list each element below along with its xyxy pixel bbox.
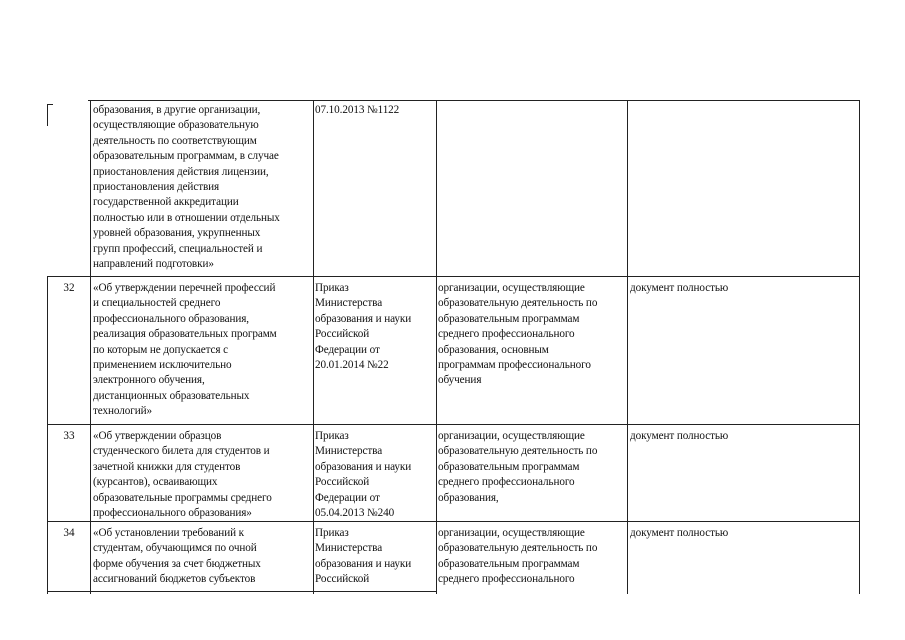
document-title-cell: «Об утверждении образцов студенческого билета для студентов и зачетной книжки для студентов (курсантов), осваивающих образовательные программы среднего профессионального образования» — [93, 430, 272, 520]
row-separator — [47, 276, 860, 277]
table-top-border — [88, 100, 860, 101]
table-bottom-border — [47, 591, 437, 592]
scope-cell: документ полностью — [630, 282, 729, 294]
column-line — [859, 100, 860, 594]
subjects-cell: организации, осуществляющие образовательную деятельность по образовательным программам среднего профессионального — [438, 527, 598, 586]
document-title-cell: «Об установлении требований к студентам, обучающимся по очной форме обучения за счет бюджетных ассигнований бюджетов субъектов — [93, 527, 261, 586]
scope-cell: документ полностью — [630, 527, 729, 539]
row-separator — [47, 424, 860, 425]
document-title-cell: образования, в другие организации, осуществляющие образовательную деятельность по соответствующим образовательным программам, в случае приостановления действия лицензии, приостановления действия государственной аккредитации полностью или в отношении отдельных уровней образования, укрупненных групп профессий, специальностей и направлений подготовки» — [93, 104, 280, 271]
row-separator — [47, 521, 860, 522]
document-reference-cell: Приказ Министерства образования и науки Российской Федерации от 05.04.2013 №240 — [315, 430, 412, 520]
row-number: 32 — [63, 282, 75, 294]
subjects-cell: организации, осуществляющие образовательную деятельность по образовательным программам среднего профессионального образования, основным программам профессионального обучения — [438, 282, 598, 387]
document-reference-cell: 07.10.2013 №1122 — [315, 104, 400, 116]
row-number: 33 — [63, 430, 75, 442]
row-number: 34 — [63, 527, 75, 539]
document-title-cell: «Об утверждении перечней профессий и специальностей среднего профессионального образования, реализация образовательных программ по которым не допускается с применением исключительно электронного обучения, дистанционных образовательных технологий» — [93, 282, 277, 418]
left-edge-mark — [47, 104, 48, 126]
column-line — [47, 276, 48, 594]
document-reference-cell: Приказ Министерства образования и науки Российской — [315, 527, 412, 586]
column-line — [90, 100, 91, 594]
left-edge-mark-top — [47, 104, 53, 105]
column-line — [627, 100, 628, 594]
subjects-cell: организации, осуществляющие образовательную деятельность по образовательным программам среднего профессионального образования, — [438, 430, 598, 504]
scope-cell: документ полностью — [630, 430, 729, 442]
column-line — [436, 100, 437, 594]
document-reference-cell: Приказ Министерства образования и науки Российской Федерации от 20.01.2014 №22 — [315, 282, 412, 372]
